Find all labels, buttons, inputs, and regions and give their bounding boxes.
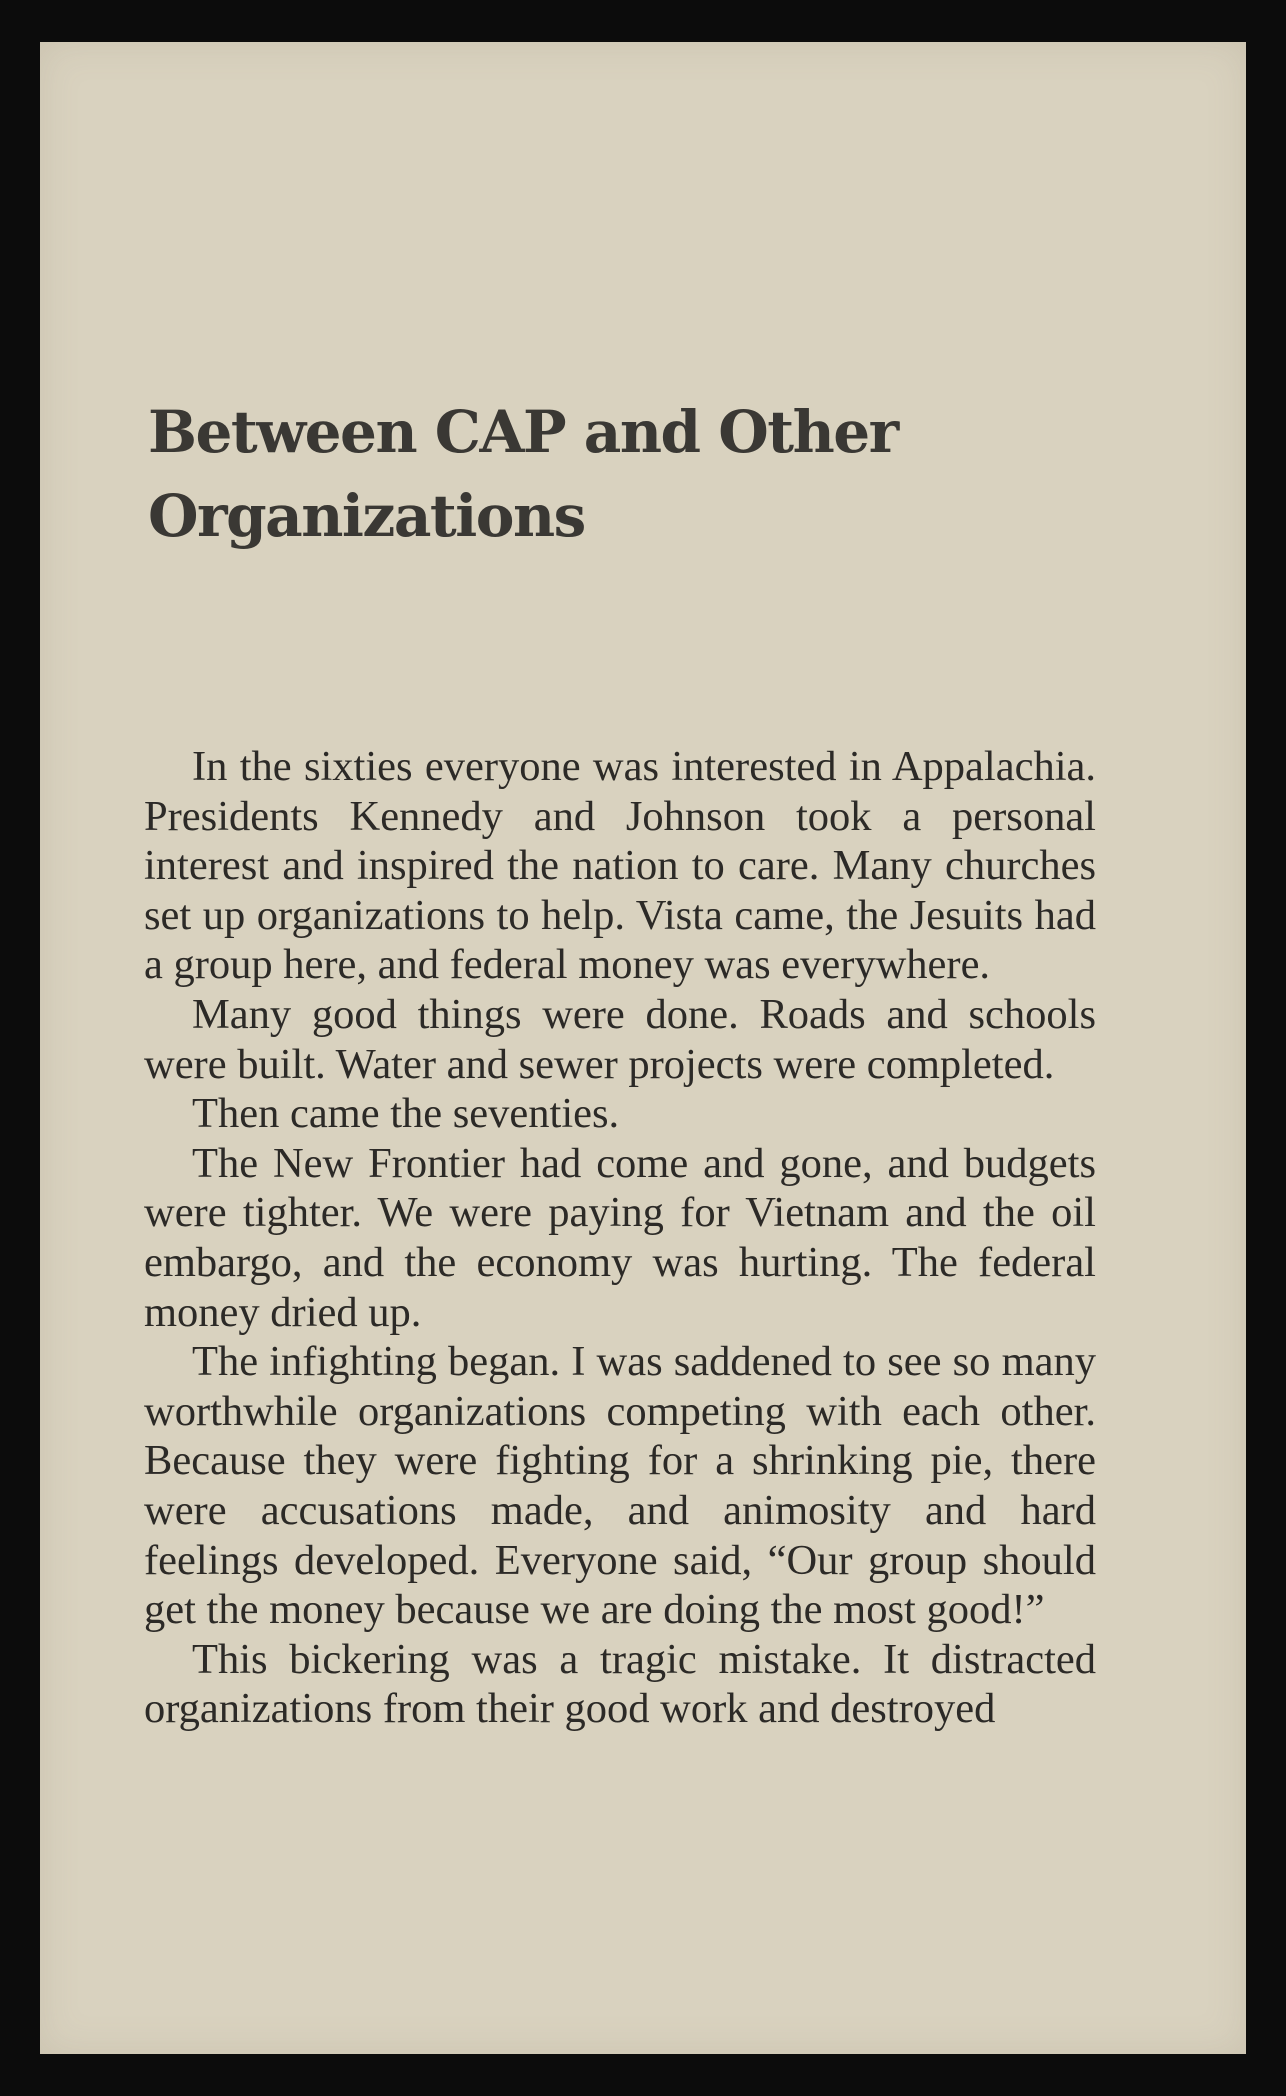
paragraph: The infighting began. I was saddened to see so many worthwhile organizations competing with each other. Because they were fighting for a shrinking pie, there were accusations made, and animosity and hard feelings developed. Everyone said, “Our group should get the money because we are doing the most good!”: [144, 1338, 1096, 1634]
paragraph: In the sixties everyone was interested in Appalachia. Presidents Kennedy and Johnson took a personal interest and inspired the nation to care. Many churches set up organizations to help. Vista came, the Jesuits had a group here, and federal money was everywhere.: [144, 743, 1096, 989]
article-body: [144, 742, 1096, 1734]
title-line-1: Between CAP and Other: [148, 398, 898, 466]
title-line-2: Organizations: [148, 482, 585, 550]
page-title: [148, 390, 1148, 558]
paragraph: Then came the seventies.: [192, 1090, 620, 1138]
paragraph: Many good things were done. Roads and schools were built. Water and sewer projects were completed.: [144, 990, 1096, 1088]
document-page: [40, 42, 1246, 2054]
paragraph: The New Frontier had come and gone, and budgets were tighter. We were paying for Vietnam and the oil embargo, and the economy was hurting. The federal money dried up.: [144, 1139, 1096, 1336]
paragraph: This bickering was a tragic mistake. It distracted organizations from their good work and destroyed: [144, 1635, 1096, 1733]
